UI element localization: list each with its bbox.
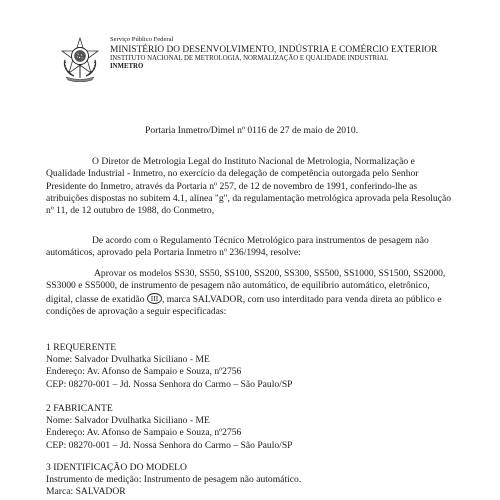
text-fragment: , marca SALVADOR, com uso interditado para venda direta ao público e xyxy=(161,293,442,305)
paragraph-preamble xyxy=(46,156,478,217)
letterhead xyxy=(57,36,487,86)
text-fragment: digital, classe de exatidão xyxy=(46,293,147,305)
section-heading: 2 FABRICANTE xyxy=(46,403,113,414)
manufacturer-name: Nome: Salvador Dvulhatka Siciliano - ME xyxy=(46,415,210,427)
instrument-brand: Marca: SALVADOR xyxy=(46,486,126,498)
manufacturer-cep: CEP: 08270-001 – Jd. Nossa Senhora do Carmo – São Paulo/SP xyxy=(46,439,293,451)
accuracy-class-icon xyxy=(147,293,162,304)
paragraph-regulation xyxy=(46,235,478,260)
document-title: Portaria Inmetro/Dimel nº 0116 de 27 de maio de 2010. xyxy=(145,125,359,136)
service-label: Serviço Público Federal xyxy=(110,36,174,43)
text-line: nº 11, de 12 outubro de 1988, do Conmetro, xyxy=(46,205,215,217)
institute-acronym: INMETRO xyxy=(110,63,144,70)
letterhead-text xyxy=(110,36,490,71)
text-line: Aprovar os modelos SS30, SS50, SS100, SS200, SS300, SS500, SS1000, SS1500, SS2000, xyxy=(94,268,446,279)
instrument-type: Instrumento de medição: Instrumento de pesagem não automático. xyxy=(46,474,302,486)
requester-cep: CEP: 08270-001 – Jd. Nossa Senhora do Carmo – São Paulo/SP xyxy=(46,378,293,390)
requester-address: Endereço: Av. Afonso de Sampaio e Souza, nº2756 xyxy=(46,366,242,378)
paragraph-approval xyxy=(46,268,478,318)
text-line: O Diretor de Metrologia Legal do Instituto Nacional de Metrologia, Normalização e xyxy=(92,156,415,167)
text-line: condições de aprovação a seguir especificadas: xyxy=(46,305,227,317)
brazil-coat-of-arms-icon xyxy=(57,36,103,82)
text-line: automáticos, aprovado pela Portaria Inmetro nº 236/1994, resolve: xyxy=(46,247,301,259)
ministry-name: MINISTÉRIO DO DESENVOLVIMENTO, INDÚSTRIA E COMÉRCIO EXTERIOR xyxy=(110,45,438,55)
section-identificacao xyxy=(46,462,478,499)
requester-name: Nome: Salvador Dvulhatka Siciliano - ME xyxy=(46,354,210,366)
accuracy-class-label: III xyxy=(150,293,159,303)
text-line: Presidente do Inmetro, através da Portaria nº 257, de 12 de novembro de 1991, conferindo-lhe as xyxy=(46,180,418,192)
text-line: Qualidade Industrial - Inmetro, no exercício da delegação de competência outorgada pelo Senhor xyxy=(46,168,419,180)
section-heading: 3 IDENTIFICAÇÃO DO MODELO xyxy=(46,462,187,473)
section-fabricante xyxy=(46,403,478,452)
manufacturer-address: Endereço: Av. Afonso de Sampaio e Souza, nº2756 xyxy=(46,427,242,439)
institute-name: INSTITUTO NACIONAL DE METROLOGIA, NORMALIZAÇÃO E QUALIDADE INDUSTRIAL xyxy=(110,55,389,62)
text-line: atribuições dispostas no subitem 4.1, alínea "g", da regulamentação metrológica aprovada pela Resolução xyxy=(46,192,452,204)
text-line: De acordo com o Regulamento Técnico Metrológico para instrumentos de pesagem não xyxy=(92,235,429,246)
section-requerente xyxy=(46,342,478,391)
section-heading: 1 REQUERENTE xyxy=(46,342,117,353)
text-line xyxy=(46,293,478,306)
text-line: SS3000 e SS5000, de instrumento de pesagem não automático, de equilíbrio automático, eletrônico, xyxy=(46,280,430,292)
